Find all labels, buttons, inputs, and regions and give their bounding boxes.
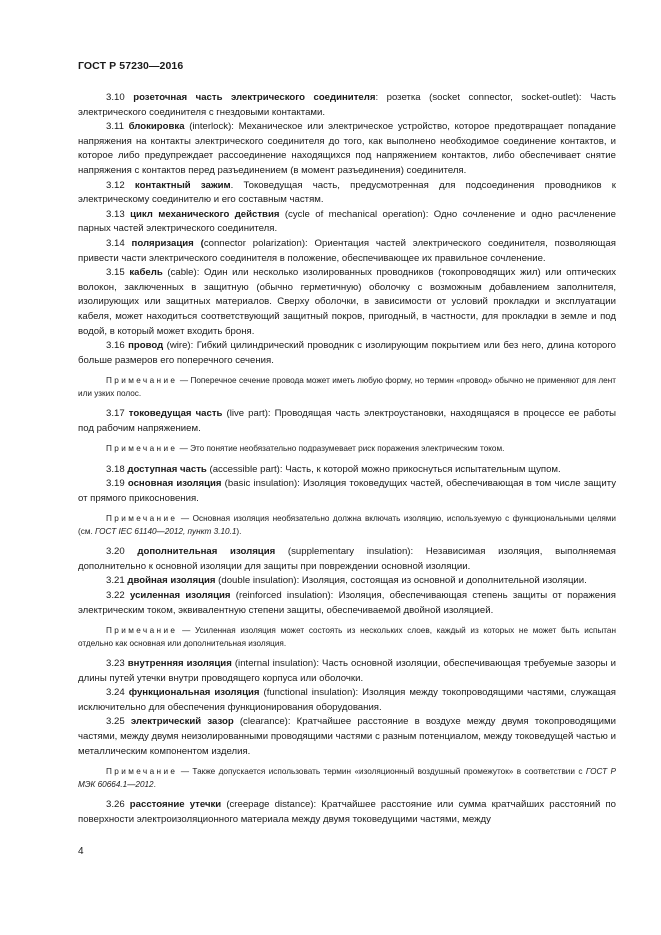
paragraph-3-24 (78, 686, 616, 715)
definition: (reinforced insulation): Изоляция, обеспечивающая степень защиты от поражения электрическим током, эквивалентную степени защиты, обеспечиваемой двойной изоляцией. (78, 590, 616, 616)
paragraph-number: 3.16 (106, 340, 125, 352)
definition: (cable): Один или несколько изолированных проводников (токопроводящих жил) или оптических волокон, заключенных в защитную (обычно герметичную) оболочку с возможным добавлением заполнителя, изолирующих или защитных материалов. Сверху оболочки, в зависимости от условий прокладки и эксплуатации кабеля, может находиться соответствующий защитный покров, пригодный, в частности, для прокладки в земле и под водой, в который может входить броня. (78, 267, 617, 337)
paragraph-number: 3.21 (106, 575, 125, 587)
definition: connector polarization): Ориентация частей электрического соединителя, позволяющая привести части электрического соединителя в положение, обеспечивающее их правильное сочленение. (78, 237, 616, 264)
definition: (creepage distance): Кратчайшее расстояние или сумма кратчайших расстояний по поверхности электроизоляционного материала между двумя токоведущими частями, между (78, 799, 617, 825)
paragraph-3-13 (78, 208, 616, 237)
definition: (cycle of mechanical operation): Одно сочленение и одно расчленение парных частей электрического соединителя. (78, 208, 617, 235)
paragraph-3-26 (78, 798, 616, 827)
document-code: ГОСТ Р 57230—2016 (78, 60, 184, 72)
paragraph-3-19 (78, 477, 616, 506)
page-number: 4 (78, 846, 84, 857)
paragraph-3-16 (78, 339, 616, 368)
paragraph-3-18 (78, 463, 616, 478)
paragraph-number: 3.19 (106, 478, 125, 490)
note-tail: ). (236, 526, 242, 536)
term: поляризация ( (131, 237, 204, 249)
paragraph-3-17 (78, 407, 616, 436)
paragraph-number: 3.11 (106, 121, 124, 133)
paragraph-3-21 (78, 574, 616, 589)
paragraph-number: 3.14 (106, 237, 125, 249)
note-3-22 (78, 625, 616, 650)
note-text: — Поперечное сечение провода может иметь любую форму, но термин «провод» обычно не применяют для лент или узких полос. (78, 376, 616, 398)
standard-reference: ГОСТ IEC 61140—2012, пункт 3.10.1 (95, 526, 237, 536)
term: расстояние утечки (129, 799, 222, 811)
definition: . Токоведущая часть, предусмотренная для подсоединения проводников к электрическому соединителю и его составным частям. (78, 179, 616, 206)
paragraph-number: 3.13 (106, 208, 125, 220)
definition: (functional insulation): Изоляция между токопроводящими частями, служащая исключительно для обеспечения функционирования оборудования. (78, 687, 616, 713)
definition: (live part): Проводящая часть электроустановки, находящаяся в процессе ее работы под рабочим напряжением. (78, 408, 616, 434)
note-3-16 (78, 375, 616, 400)
paragraph-3-11 (78, 120, 616, 178)
paragraph-number: 3.12 (106, 179, 125, 191)
definition: (supplementary insulation): Независимая изоляция, выполняемая дополнительно к основной изоляции для защиты при повреждении основной изоляции. (78, 546, 616, 572)
term: электрический зазор (130, 716, 234, 728)
paragraph-3-12 (78, 179, 616, 208)
definition: (wire): Гибкий цилиндрический проводник с изолирующим покрытием или без него, длина которого больше размеров его поперечного сечения. (78, 340, 617, 366)
note-tail: . (153, 779, 156, 789)
note-text: — Это понятие необязательно подразумевает риск поражения электрическим током. (177, 444, 505, 454)
note-text: — Также допускается использовать термин «изоляционный воздушный промежуток» в соответствии с (177, 767, 586, 777)
note-label: Примечание (106, 376, 178, 386)
term: розеточная часть электрического соединителя (133, 92, 376, 103)
paragraph-3-20 (78, 545, 616, 574)
paragraph-number: 3.22 (106, 590, 125, 602)
paragraph-number: 3.10 (106, 92, 125, 103)
paragraph-number: 3.17 (106, 408, 125, 420)
definition: (double insulation): Изоляция, состоящая из основной и дополнительной изоляции. (215, 575, 587, 587)
paragraph-number: 3.15 (106, 267, 125, 279)
document-body (78, 91, 616, 827)
term: кабель (129, 267, 163, 279)
term: двойная изоляция (127, 575, 216, 587)
note-label: Примечание (106, 626, 178, 636)
paragraph-number: 3.24 (106, 687, 125, 699)
paragraph-number: 3.20 (106, 546, 125, 558)
term: доступная часть (127, 463, 207, 475)
paragraph-number: 3.26 (106, 799, 125, 811)
note-label: Примечание (106, 444, 178, 454)
term: основная изоляция (127, 478, 222, 490)
definition: (interlock): Механическое или электрическое устройство, которое предотвращает попадание напряжения на контакты электрического соединителя до того, как выполнено необходимое соединение контактов, и которое либо предупреждает рассоединение находящихся под напряжением контактов, либо обеспечивает снятие напряжения с контактов перед разъединением (в момент разъединения) соединителя. (78, 121, 616, 176)
paragraph-3-15 (78, 266, 616, 339)
paragraph-number: 3.23 (106, 658, 125, 670)
note-3-19 (78, 513, 616, 538)
term: токоведущая часть (128, 408, 223, 420)
term: контактный зажим (134, 179, 231, 191)
note-text: — Основная изоляция необязательно должна включать изоляцию, используемую с функциональными целями (см. (78, 514, 616, 536)
term: провод (128, 340, 164, 352)
note-3-25 (78, 766, 616, 791)
term: внутренняя изоляция (127, 658, 232, 670)
note-text: — Усиленная изоляция может состоять из нескольких слоев, каждый из которых не может быть испытан отдельно как основная или дополнительная изоляция. (78, 626, 616, 648)
paragraph-3-25 (78, 715, 616, 759)
term: усиленная изоляция (129, 590, 231, 602)
paragraph-3-23 (78, 657, 616, 686)
definition: : розетка (socket connector, socket-outlet): Часть электрического соединителя с гнездовыми контактами. (78, 92, 616, 118)
note-label: Примечание (106, 514, 178, 524)
definition: (basic insulation): Изоляция токоведущих частей, обеспечивающая в том числе защиту от прямого прикосновения. (78, 478, 616, 504)
note-label: Примечание (106, 767, 178, 777)
term: цикл механического действия (130, 208, 280, 220)
definition: (accessible part): Часть, к которой можно прикоснуться испытательным щупом. (206, 463, 561, 475)
paragraph-3-14 (78, 237, 616, 266)
definition: (internal insulation): Часть основной изоляции, обеспечивающая требуемые зазоры и длины путей утечки внутри проводящего корпуса или оболочки. (78, 658, 616, 684)
term: функциональная изоляция (128, 687, 260, 699)
term: блокировка (128, 121, 185, 133)
note-3-17 (78, 443, 616, 455)
paragraph-number: 3.18 (106, 463, 125, 475)
definition: (clearance): Кратчайшее расстояние в воздухе между двумя токопроводящими частями, между двумя неизолированными проводящими частями с разным потенциалом, между токоведущей частью и металлическим компонентом изделия. (78, 716, 616, 757)
term: дополнительная изоляция (137, 546, 276, 558)
paragraph-3-10 (78, 91, 616, 120)
standard-reference: ГОСТ Р МЭК 60664.1—2012 (78, 767, 616, 789)
paragraph-3-22 (78, 589, 616, 618)
paragraph-number: 3.25 (106, 716, 125, 728)
